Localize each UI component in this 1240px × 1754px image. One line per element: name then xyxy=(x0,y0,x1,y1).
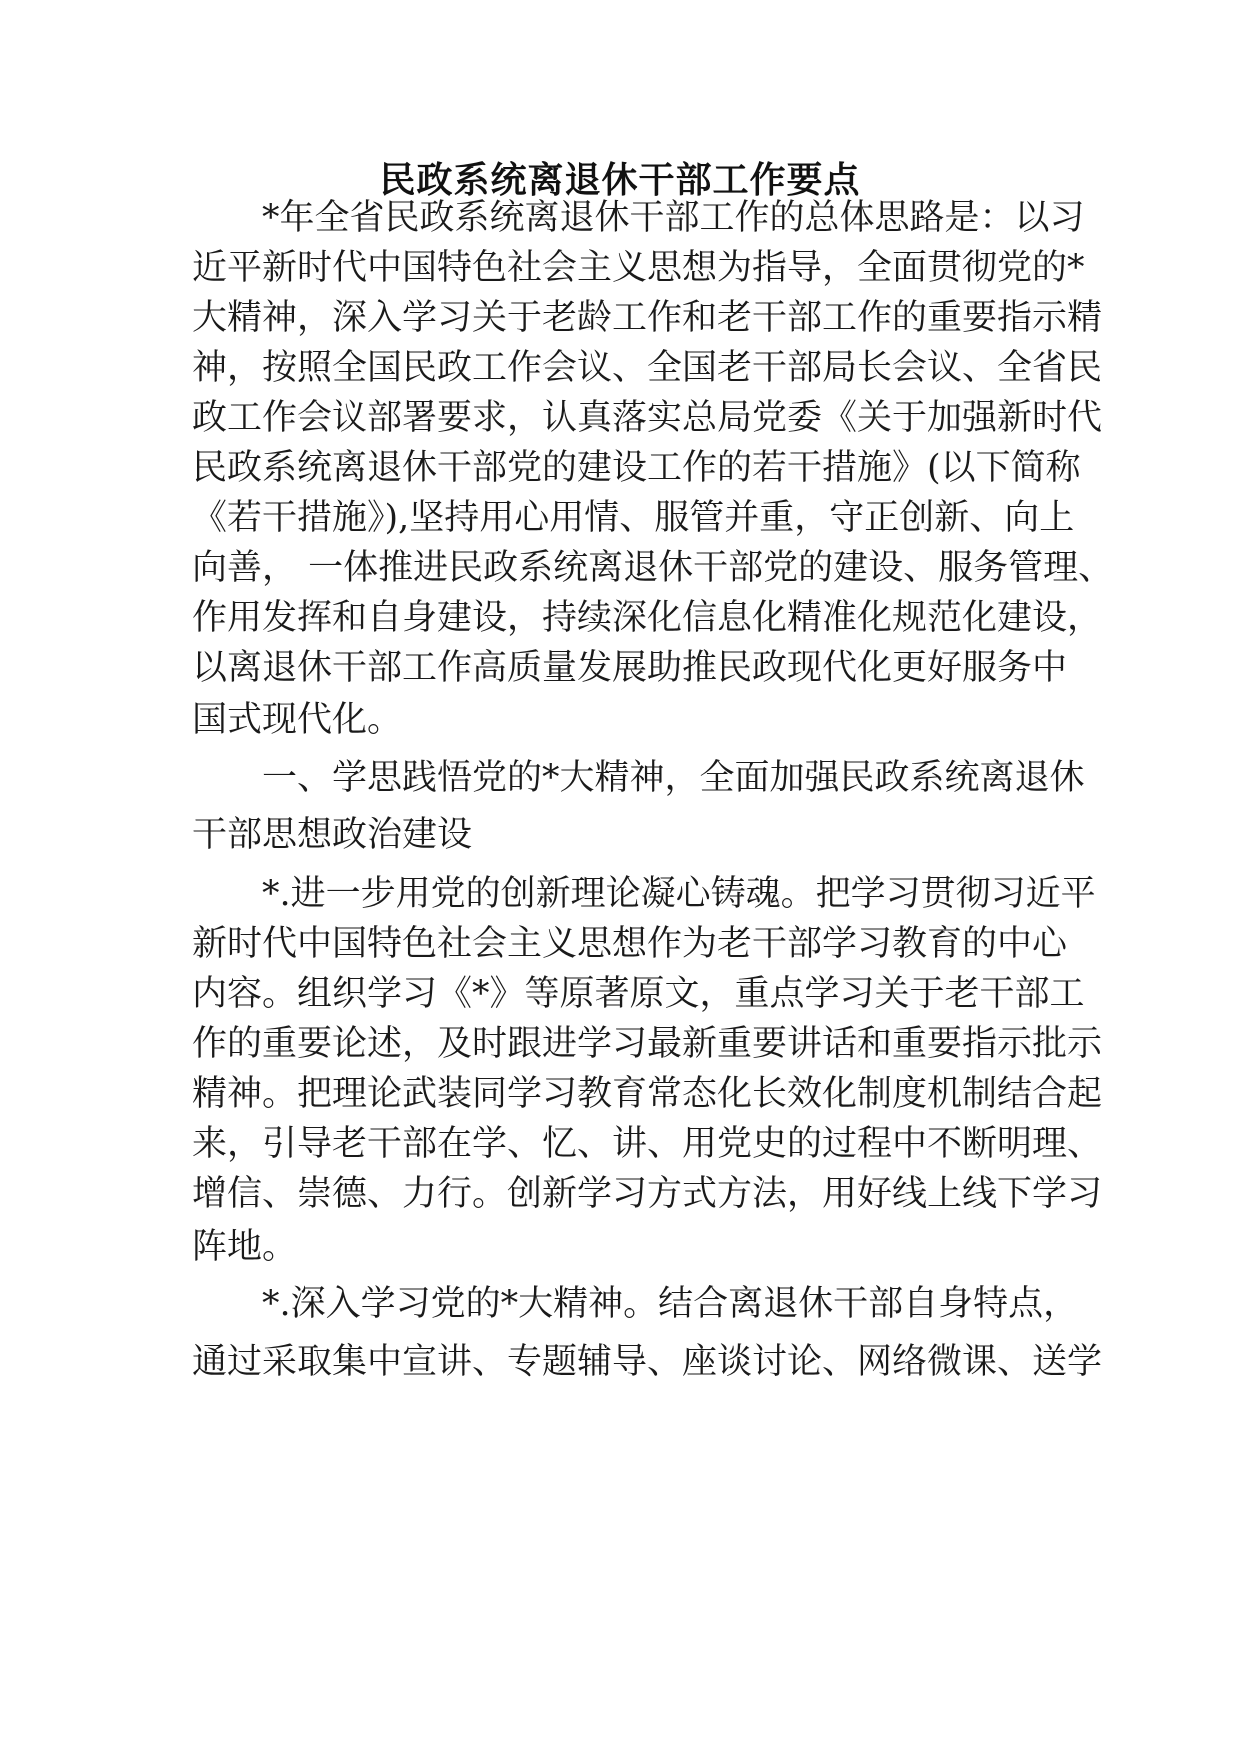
text-line: 国式现代化。 xyxy=(192,700,403,740)
text-line: 大精神，深入学习关于老龄工作和老干部工作的重要指示精 xyxy=(192,298,1103,338)
document-title: 民政系统离退休干部工作要点 xyxy=(379,159,861,201)
text-line: 内容。组织学习《*》等原著原文，重点学习关于老干部工 xyxy=(192,974,1085,1014)
section-heading-line: 干部思想政治建设 xyxy=(192,815,473,855)
text-line: 通过采取集中宣讲、专题辅导、座谈讨论、网络微课、送学 xyxy=(192,1342,1103,1382)
text-line: 向善， 一体推进民政系统离退休干部党的建设、服务管理、 xyxy=(192,548,1114,588)
text-line: *.深入学习党的*大精神。结合离退休干部自身特点， xyxy=(262,1284,1079,1324)
text-line: 新时代中国特色社会主义思想作为老干部学习教育的中心 xyxy=(192,924,1068,964)
text-line: 阵地。 xyxy=(192,1227,298,1267)
text-line: 《若干措施》),坚持用心用情、服管并重，守正创新、向上 xyxy=(192,498,1075,538)
text-line: *.进一步用党的创新理论凝心铸魂。把学习贯彻习近平 xyxy=(262,874,1096,914)
text-line: 精神。把理论武装同学习教育常态化长效化制度机制结合起 xyxy=(192,1074,1103,1114)
text-line: 政工作会议部署要求，认真落实总局党委《关于加强新时代 xyxy=(192,398,1103,438)
text-line: *年全省民政系统离退休干部工作的总体思路是：以习 xyxy=(262,198,1085,238)
text-line: 作用发挥和自身建设，持续深化信息化精准化规范化建设， xyxy=(192,598,1103,638)
text-line: 神，按照全国民政工作会议、全国老干部局长会议、全省民 xyxy=(192,348,1103,388)
section-heading-line: 一、学思践悟党的*大精神，全面加强民政系统离退休 xyxy=(262,758,1085,798)
text-line: 来，引导老干部在学、忆、讲、用党史的过程中不断明理、 xyxy=(192,1124,1103,1164)
text-line: 以离退休干部工作高质量发展助推民政现代化更好服务中 xyxy=(192,648,1068,688)
text-line: 增信、崇德、力行。创新学习方式方法，用好线上线下学习 xyxy=(192,1174,1103,1214)
text-line: 作的重要论述，及时跟进学习最新重要讲话和重要指示批示 xyxy=(192,1024,1103,1064)
text-line: 民政系统离退休干部党的建设工作的若干措施》(以下简称 xyxy=(192,448,1081,488)
text-line: 近平新时代中国特色社会主义思想为指导，全面贯彻党的* xyxy=(192,248,1085,288)
